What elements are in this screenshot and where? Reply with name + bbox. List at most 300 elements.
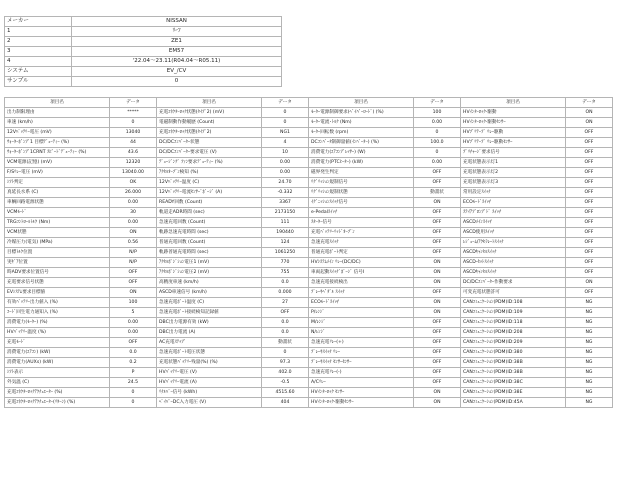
header-data: データ (414, 98, 461, 108)
item-name-cell: 車両起動ｽｲｯﾁﾞﾎﾞｰｼﾞ 信号Ⅰ (309, 268, 414, 278)
item-value-cell: NG (566, 318, 613, 328)
info-value: ZE1 (72, 37, 282, 47)
item-name-cell: 急速充電ﾘﾚｰ(+) (309, 338, 414, 348)
item-name-cell: 普通充電回数 (Count) (157, 238, 262, 248)
item-value-cell: OFF (566, 258, 613, 268)
item-name-cell: 充電ｺﾈｸﾀｰﾛｯｸｱｸﾁｭｴｰﾀｰ (%) (5, 388, 110, 398)
item-name-cell: 車速 (km/h) (5, 118, 110, 128)
item-name-cell: CANｺﾐｭﾆｹｰｼｮﾝ(PDM)ID:118 (461, 318, 566, 328)
item-value-cell: NG (566, 358, 613, 368)
table-row (5, 238, 613, 248)
item-name-cell: HVｼｽﾃﾑﾒｲﾝ ﾘﾚｰ(DC/DC) (309, 258, 414, 268)
item-name-cell: CANｺﾐｭﾆｹｰｼｮﾝ(PDM)ID:38E (461, 388, 566, 398)
item-value-cell: 動畫状 (414, 188, 461, 198)
item-name-cell: DC/DCｺﾝﾊﾞｰﾀｰ要求電圧 (V) (157, 148, 262, 158)
item-name-cell: ﾘｸﾞﾘｯｼｮﾝ規制状態 (309, 188, 414, 198)
table-row (5, 288, 613, 298)
info-value: EM57 (72, 47, 282, 57)
info-row (5, 57, 282, 67)
item-value-cell: 124 (262, 238, 309, 248)
item-name-cell: ｱｸｾﾙﾎﾟｼﾞｼｮﾝ電圧2 (mV) (157, 268, 262, 278)
table-header-row (5, 98, 613, 108)
item-name-cell: 出力制限理由 (5, 108, 110, 118)
item-value-cell: 5 (110, 308, 157, 318)
item-value-cell: OFF (414, 368, 461, 378)
item-value-cell: 24.70 (262, 178, 309, 188)
item-value-cell: ON (414, 388, 461, 398)
item-value-cell: 404 (262, 398, 309, 408)
item-name-cell: 電磁制動作動履歴 (Count) (157, 118, 262, 128)
item-value-cell: OFF (414, 178, 461, 188)
item-value-cell: 100.0 (414, 138, 461, 148)
item-name-cell: HVﾊﾞｯﾃﾘｰ電流 (A) (157, 378, 262, 388)
item-name-cell: 急速充電ｽｲｯﾁ (309, 238, 414, 248)
header-item-name: 項目名 (157, 98, 262, 108)
item-name-cell: 急速充電ﾎﾟｰﾄ電圧状態 (157, 348, 262, 358)
item-name-cell: A/Cﾘﾚｰ (309, 378, 414, 388)
item-name-cell: CANｺﾐｭﾆｹｰｼｮﾝ(PDM)ID:38B (461, 368, 566, 378)
item-name-cell: ECOﾓｰﾄﾞｽｲｯﾁ (309, 298, 414, 308)
item-name-cell: 消費電力(PTCﾋｰﾀｰ) (kW) (309, 158, 414, 168)
item-value-cell: 1061250 (262, 248, 309, 258)
item-name-cell: 冷媒圧力(電気) (MPa) (5, 238, 110, 248)
item-name-cell: 充電要求信号状態 (5, 278, 110, 288)
item-name-cell: HVｲﾝﾀｰﾛｯｸ-駆動ｾﾝｻｰ (309, 398, 414, 408)
item-value-cell: NG (566, 298, 613, 308)
item-name-cell: 急速充電接続検出 (309, 278, 414, 288)
item-value-cell: NG (566, 368, 613, 378)
item-name-cell: HVﾌﾞﾘﾃｰﾌﾞ ﾘﾚｰ駆動 (461, 128, 566, 138)
item-value-cell: 動畫状 (262, 338, 309, 348)
item-name-cell: ﾃﾞｭｰｼﾞﾝｸﾞ ﾌｧﾝ要求ﾃﾞｭｰﾃｨｰ (%) (157, 158, 262, 168)
item-value-cell: OFF (110, 338, 157, 348)
info-row (5, 17, 282, 27)
item-name-cell: ｼﾌﾄ表示 (5, 368, 110, 378)
table-row (5, 228, 613, 238)
info-key: メーカー (5, 17, 72, 27)
item-value-cell: NG1 (262, 128, 309, 138)
item-name-cell: e-Pedalｽｲｯﾁ (309, 208, 414, 218)
item-value-cell: 190440 (262, 228, 309, 238)
item-name-cell: HVｲﾝﾀｰﾛｯｸ ｾﾝｻｰ (309, 388, 414, 398)
item-name-cell: AC充電ｽﾃｯﾌﾟ (157, 338, 262, 348)
item-value-cell: 13040.00 (110, 168, 157, 178)
table-row (5, 108, 613, 118)
item-name-cell: 12Vﾊﾞｯﾃﾘｰ電流ｾﾝｻｰﾞﾎﾞｰｼﾞ (A) (157, 188, 262, 198)
item-value-cell: 0.000 (262, 288, 309, 298)
table-row (5, 258, 613, 268)
item-name-cell: 急速充電ﾎﾟｰﾄ接続検知記録値 (157, 308, 262, 318)
item-name-cell: 時ADV要求位置信号 (5, 268, 110, 278)
item-value-cell: 0.00 (110, 318, 157, 328)
item-name-cell: ﾌﾞﾚｰｷﾍﾟﾀﾞﾙ ｽｲｯﾁ (309, 288, 414, 298)
item-value-cell: 30 (110, 208, 157, 218)
item-name-cell: 常用設定ｽｲｯﾁ (461, 188, 566, 198)
table-row (5, 118, 613, 128)
item-value-cell: 3367 (262, 198, 309, 208)
item-value-cell: NG (566, 328, 613, 338)
item-value-cell: -0.5 (262, 378, 309, 388)
item-value-cell: 0.56 (110, 238, 157, 248)
item-value-cell: OFF (566, 198, 613, 208)
item-name-cell: 有効ﾊﾞｯﾃﾘｰ出力値入 (%) (5, 298, 110, 308)
info-row (5, 37, 282, 47)
item-value-cell: ON (110, 288, 157, 298)
item-name-cell: 充電状態ﾊﾞｯﾃﾘｰ残量(%) (%) (157, 358, 262, 368)
item-value-cell: 0.00 (110, 328, 157, 338)
table-row (5, 168, 613, 178)
item-value-cell: 0 (262, 108, 309, 118)
item-value-cell: ON (414, 278, 461, 288)
item-name-cell: ﾌﾞﾚｰｷｽｲｯﾁ ｾﾝｻｰｾﾝｻｰ (309, 358, 414, 368)
table-row (5, 268, 613, 278)
item-name-cell: M/ﾚﾝｼﾞ (309, 318, 414, 328)
item-name-cell: ﾘﾁﾙﾊﾞｰ信号 (kWh) (157, 388, 262, 398)
item-name-cell: ｱｸｾﾙｵｰﾌﾟﾝ検知 (%) (157, 168, 262, 178)
item-value-cell: 0.0 (262, 278, 309, 288)
item-name-cell: ASCD-ｾｯﾄｽｲｯﾁ (461, 258, 566, 268)
item-name-cell: P/ﾚﾝｼﾞ (309, 308, 414, 318)
table-row (5, 378, 613, 388)
header-item-name: 項目名 (5, 98, 110, 108)
item-name-cell: CANｺﾐｭﾆｹｰｼｮﾝ(PDM)ID:38B (461, 358, 566, 368)
item-value-cell: 0.0 (262, 328, 309, 338)
info-value: ﾘｰﾌ (72, 27, 282, 37)
item-value-cell: OFF (110, 278, 157, 288)
diagnostic-data-table (4, 97, 613, 408)
info-value: '22.04～23.11(R04.04～R05.11) (72, 57, 282, 67)
item-name-cell: ﾍﾞｲﾊﾟｰDC入力電圧 (V) (157, 398, 262, 408)
item-value-cell: 0 (414, 128, 461, 138)
table-row (5, 148, 613, 158)
item-name-cell: ASCDｷｬﾝｾﾙｽｲｯﾁ (461, 268, 566, 278)
item-value-cell: ON (414, 308, 461, 318)
info-value: 0 (72, 77, 282, 87)
item-value-cell: 0 (110, 388, 157, 398)
item-value-cell: 4515.60 (262, 388, 309, 398)
info-row (5, 67, 282, 77)
info-key: サンプル (5, 77, 72, 87)
item-name-cell: 消費電力(AUXs) (kW) (5, 358, 110, 368)
item-name-cell: ECOﾓｰﾄﾞｽｲｯﾁ (461, 198, 566, 208)
item-value-cell: NG (566, 308, 613, 318)
item-value-cell: P (110, 368, 157, 378)
item-value-cell: 26.000 (110, 188, 157, 198)
item-value-cell: 0.00 (414, 118, 461, 128)
item-value-cell: 0 (414, 148, 461, 158)
item-name-cell: 充電ｺﾈｸﾀｰﾛｯｸｱｸﾁｭｴｰﾀｰ(ﾘﾀｰﾝ) (%) (5, 398, 110, 408)
item-value-cell: OFF (414, 238, 461, 248)
item-name-cell: CANｺﾐｭﾆｹｰｼｮﾝ(PDM)ID:380 (461, 348, 566, 358)
item-value-cell: 0 (262, 118, 309, 128)
item-value-cell: ON (414, 258, 461, 268)
info-key: 1 (5, 27, 72, 37)
table-row (5, 368, 613, 378)
info-key: システム (5, 67, 72, 77)
item-value-cell: 13040 (110, 128, 157, 138)
item-value-cell: 0 (262, 348, 309, 358)
item-name-cell: DCｺﾝﾊﾞｰﾀ制御量値(ｲﾝﾊﾞｰﾀｰ) (%) (309, 138, 414, 148)
item-value-cell: 100 (110, 298, 157, 308)
item-value-cell: 0.00 (110, 218, 157, 228)
item-name-cell: VCMﾓｰﾄﾞ (5, 208, 110, 218)
item-name-cell: DBC出力電流 (A) (157, 328, 262, 338)
item-name-cell: 12Vﾊﾞｯﾃﾘｰ電圧 (mV) (5, 128, 110, 138)
item-name-cell: ASCD使用ｽｲｯﾁ (461, 228, 566, 238)
item-value-cell: 4 (262, 138, 309, 148)
item-value-cell: 0 (110, 118, 157, 128)
item-value-cell: NG (566, 378, 613, 388)
item-name-cell: CANｺﾐｭﾆｹｰｼｮﾝ(PDM)ID:38C (461, 378, 566, 388)
item-value-cell: 2173150 (262, 208, 309, 218)
info-key: 2 (5, 37, 72, 47)
item-value-cell: OFF (414, 228, 461, 238)
table-row (5, 198, 613, 208)
item-value-cell: OFF (414, 168, 461, 178)
item-name-cell: 消費電力(ﾓｰﾀｰ) (%) (5, 318, 110, 328)
item-value-cell: ON (110, 228, 157, 238)
info-key: 3 (5, 47, 72, 57)
item-name-cell: 軌跡急速充電時間 (sec) (157, 228, 262, 238)
item-name-cell: CANｺﾐｭﾆｹｰｼｮﾝ(PDM)ID:109 (461, 308, 566, 318)
item-value-cell: 0.00 (262, 158, 309, 168)
item-value-cell: OFF (566, 148, 613, 158)
item-name-cell: 外気温 (C) (5, 378, 110, 388)
item-value-cell: NG (566, 348, 613, 358)
item-value-cell: N/P (110, 258, 157, 268)
table-row (5, 208, 613, 218)
item-name-cell: ﾓｰﾀｰ電源制御要求(ﾍﾞｲﾊﾟｰﾛｰﾄﾞ) (%) (309, 108, 414, 118)
item-value-cell: OFF (414, 248, 461, 258)
item-name-cell: CANｺﾐｭﾆｹｰｼｮﾝ(PDM)ID:45A (461, 398, 566, 408)
vehicle-info-table (4, 16, 282, 87)
item-value-cell: -0.332 (262, 188, 309, 198)
item-name-cell: ｱｸｾﾙﾎﾟｼﾞｼｮﾝ電圧1 (mV) (157, 258, 262, 268)
item-value-cell: OFF (414, 288, 461, 298)
item-name-cell: ﾚｼﾞｭｰﾑ/ｱｸｾﾗﾚｰﾄｽｲｯﾁ (461, 238, 566, 248)
item-value-cell: 0.00 (414, 158, 461, 168)
item-value-cell: ON (414, 198, 461, 208)
item-value-cell: 24.5 (110, 378, 157, 388)
item-name-cell: ﾘｸﾞﾘｯｼｮﾝ規制信号 (309, 178, 414, 188)
item-value-cell: 12320 (110, 158, 157, 168)
item-value-cell: 402.0 (262, 368, 309, 378)
table-row (5, 318, 613, 328)
info-row (5, 27, 282, 37)
item-name-cell: 充電ﾊﾞｯﾃﾘｰﾘｯﾄﾞｵｰﾌﾟﾝ (309, 228, 414, 238)
item-value-cell: OFF (566, 288, 613, 298)
item-value-cell: NG (566, 338, 613, 348)
item-name-cell: TRGｺﾝﾄﾛｰﾙﾄﾙｸ (Nm) (5, 218, 110, 228)
item-name-cell: 軌道走ADR時間 (sec) (157, 208, 262, 218)
item-name-cell: ｲｸﾞﾆｯｼｮﾝｽｲｯﾁ信号 (309, 198, 414, 208)
item-name-cell: ｽﾀｰﾀｰ信号 (309, 218, 414, 228)
table-row (5, 218, 613, 228)
item-value-cell: ON (566, 118, 613, 128)
item-value-cell: OFF (414, 318, 461, 328)
item-value-cell: OFF (414, 218, 461, 228)
item-name-cell: 充電ﾓｰﾄﾞ (5, 338, 110, 348)
table-row (5, 248, 613, 258)
item-value-cell: OFF (566, 218, 613, 228)
item-name-cell: 真延長水系 (C) (5, 188, 110, 198)
table-row (5, 178, 613, 188)
table-row (5, 138, 613, 148)
item-name-cell: HVｲﾝﾀｰﾛｯｸ-駆動ｾﾝｻｰ (461, 118, 566, 128)
item-value-cell: OFF (566, 248, 613, 258)
item-value-cell: 27 (262, 298, 309, 308)
item-value-cell: 111 (262, 218, 309, 228)
item-value-cell: 0.0 (262, 318, 309, 328)
table-row (5, 348, 613, 358)
item-name-cell: 消費電力(ｴｱｺﾝ) (kW) (5, 348, 110, 358)
item-name-cell: ASCD車速信号 (km/h) (157, 288, 262, 298)
item-name-cell: READY回数 (Count) (157, 198, 262, 208)
table-row (5, 338, 613, 348)
item-name-cell: DC/DCｺﾝﾊﾞｰﾀｰ作動要求 (461, 278, 566, 288)
item-value-cell: OFF (414, 348, 461, 358)
item-name-cell: CANｺﾐｭﾆｹｰｼｮﾝ(PDM)ID:108 (461, 298, 566, 308)
item-value-cell: NG (566, 388, 613, 398)
item-value-cell: 100 (414, 108, 461, 118)
item-name-cell: N/ﾚﾝｼﾞ (309, 328, 414, 338)
item-name-cell: ｼﾌﾄ判定 (5, 178, 110, 188)
item-value-cell: OFF (566, 138, 613, 148)
item-name-cell: 急速充電回数 (Count) (157, 218, 262, 228)
item-name-cell: 軌跡普通充電時間 (sec) (157, 248, 262, 258)
item-name-cell: ｽﾃｲｱﾌﾞﾛﾝﾌﾟﾄﾞ ｽｲｯﾁ (461, 208, 566, 218)
item-value-cell: 43.6 (110, 148, 157, 158)
item-name-cell: ASCDﾒｲﾝｽｲｯﾁ (461, 218, 566, 228)
item-name-cell: CANｺﾐｭﾆｹｰｼｮﾝ(PDM)ID:208 (461, 328, 566, 338)
item-name-cell: EVｼｽﾃﾑ要求目標値 (5, 288, 110, 298)
table-row (5, 158, 613, 168)
header-item-name: 項目名 (309, 98, 414, 108)
item-value-cell: OFF (566, 128, 613, 138)
item-name-cell: HVﾌﾞﾘﾃｰﾌﾞ ﾘﾚｰ駆動ｾﾝｻｰ (461, 138, 566, 148)
item-value-cell: OFF (566, 268, 613, 278)
item-name-cell: 目標ﾄﾙｸ位置 (5, 248, 110, 258)
item-name-cell: 車輌回路電源状態 (5, 198, 110, 208)
item-value-cell: OFF (566, 238, 613, 248)
info-value: EV_/CV (72, 67, 282, 77)
item-value-cell: ON (414, 268, 461, 278)
table-row (5, 358, 613, 368)
table-row (5, 388, 613, 398)
item-name-cell: 急速充電ﾎﾟｰﾄ温度 (C) (157, 298, 262, 308)
item-value-cell: OFF (110, 268, 157, 278)
item-name-cell: 充電状態表示灯1 (461, 158, 566, 168)
item-value-cell: 770 (262, 258, 309, 268)
item-value-cell: ON (414, 298, 461, 308)
item-value-cell: OFF (414, 378, 461, 388)
item-value-cell: ON (414, 398, 461, 408)
item-name-cell: ﾓｰﾀｰ電流･ﾄﾙｸ (Nm) (309, 118, 414, 128)
item-name-cell: 充電状態表示灯2 (461, 168, 566, 178)
item-value-cell: OFF (414, 358, 461, 368)
item-value-cell: OFF (566, 188, 613, 198)
item-name-cell: VCM電源(記憶) (mV) (5, 158, 110, 168)
item-name-cell: VCM状態 (5, 228, 110, 238)
header-data: データ (110, 98, 157, 108)
item-value-cell: OFF (414, 208, 461, 218)
item-name-cell: ｺｰﾄﾞ回生電力通知入 (%) (5, 308, 110, 318)
item-name-cell: 充電ｺﾈｸﾀｰﾛｯｸ状態(ﾀｲﾌﾟ2) (157, 128, 262, 138)
item-name-cell: 高精度車速 (km/h) (157, 278, 262, 288)
item-value-cell: 0.2 (110, 358, 157, 368)
item-value-cell: OFF (262, 308, 309, 318)
item-value-cell: OFF (566, 208, 613, 218)
item-name-cell: 実ｷﾞｱ位置 (5, 258, 110, 268)
item-name-cell: ｳｫｰﾀｰﾎﾟﾝﾌﾟ1CRNT ｽﾋﾟｰﾄﾞﾃﾞｭｰﾃｨｰ (%) (5, 148, 110, 158)
item-name-cell: 充電状態表示灯3 (461, 178, 566, 188)
item-name-cell: 消費電力(ｴｱｺﾝﾌﾟﾚｯｻｰ) (W) (309, 148, 414, 158)
table-row (5, 188, 613, 198)
header-item-name: 項目名 (461, 98, 566, 108)
item-value-cell: 97.3 (262, 358, 309, 368)
item-value-cell: ***** (110, 108, 157, 118)
table-row (5, 308, 613, 318)
item-name-cell: HVﾊﾞｯﾃﾘｰ温度 (%) (5, 328, 110, 338)
item-name-cell: DBC出力電源有効 (kW) (157, 318, 262, 328)
item-value-cell: 44 (110, 138, 157, 148)
item-value-cell: ON (566, 108, 613, 118)
item-value-cell: OFF (566, 178, 613, 188)
header-data: データ (262, 98, 309, 108)
table-row (5, 128, 613, 138)
item-name-cell: 可変充電状態許可 (461, 288, 566, 298)
info-row (5, 47, 282, 57)
item-value-cell: 755 (262, 268, 309, 278)
item-name-cell: 12Vﾊﾞｯﾃﾘｰ温度 (C) (157, 178, 262, 188)
item-name-cell: F/Sﾘﾚｰ電圧 (mV) (5, 168, 110, 178)
item-value-cell: 0 (110, 398, 157, 408)
item-name-cell: DC/DCｺﾝﾊﾞｰﾀｰ状態 (157, 138, 262, 148)
item-value-cell: 10 (262, 148, 309, 158)
item-value-cell: 0.00 (262, 168, 309, 178)
item-name-cell: CANｺﾐｭﾆｹｰｼｮﾝ(PDM)ID:209 (461, 338, 566, 348)
table-row (5, 298, 613, 308)
item-name-cell: 普通充電ﾎﾟｰﾄ判定 (309, 248, 414, 258)
item-name-cell: ﾓｰﾀｰ回転数 (rpm) (309, 128, 414, 138)
item-name-cell: 急速充電ﾘﾚｰ(-) (309, 368, 414, 378)
item-name-cell: 充電ｺﾈｸﾀｰﾛｯｸ状態(ﾀｲﾌﾟ2) (mV) (157, 108, 262, 118)
info-key: 4 (5, 57, 72, 67)
table-row (5, 328, 613, 338)
item-value-cell: ON (566, 278, 613, 288)
item-name-cell: HVｲﾝﾀｰﾛｯｸ-駆動 (461, 108, 566, 118)
item-name-cell: 磁界発生判定 (309, 168, 414, 178)
item-value-cell: 0.0 (110, 348, 157, 358)
item-name-cell: ｳｫｰﾀｰﾎﾟﾝﾌﾟ1 目標ﾃﾞｭｰﾃｨｰ (%) (5, 138, 110, 148)
header-data: データ (566, 98, 613, 108)
info-value: NISSAN (72, 17, 282, 27)
item-value-cell: OK (110, 178, 157, 188)
item-value-cell: NG (566, 398, 613, 408)
item-value-cell: OFF (566, 228, 613, 238)
item-name-cell: HVﾊﾞｯﾃﾘｰ電圧 (V) (157, 368, 262, 378)
item-name-cell: ﾌﾞﾚｰｷｽｲｯﾁ ﾘﾚｰ (309, 348, 414, 358)
item-name-cell: ASCDｷｬﾝｾﾙｽｲｯﾁ (461, 248, 566, 258)
table-row (5, 278, 613, 288)
item-name-cell: ﾌﾟﾘﾁｬｰｼﾞ要求信号 (461, 148, 566, 158)
table-row (5, 398, 613, 408)
item-value-cell: 0.00 (110, 198, 157, 208)
item-value-cell: N/P (110, 248, 157, 258)
item-value-cell: OFF (566, 158, 613, 168)
item-value-cell: OFF (414, 338, 461, 348)
item-value-cell: OFF (566, 168, 613, 178)
